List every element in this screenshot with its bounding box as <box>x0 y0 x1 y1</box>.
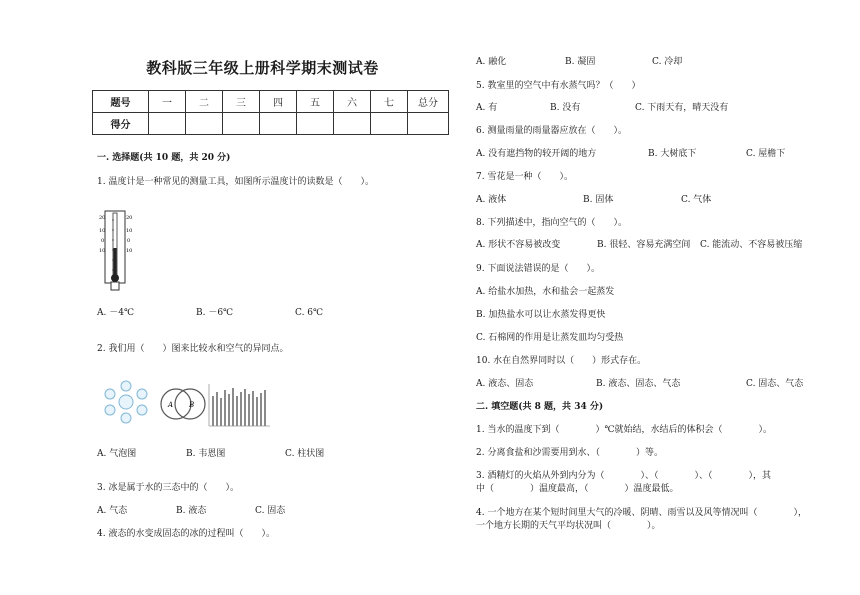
score-input-cell[interactable] <box>149 113 186 135</box>
venn-label-b: B <box>189 401 195 409</box>
q7-option-a[interactable]: A. 液体 <box>476 195 507 205</box>
score-cell: 题号 <box>93 91 149 113</box>
fill-question-4-line2: 一个地方长期的天气平均状况叫（ ）。 <box>476 521 661 531</box>
score-cell: 五 <box>297 91 334 113</box>
section1-heading: 一. 选择题(共 10 题，共 20 分) <box>97 153 231 163</box>
thermo-tick-label: 0 <box>101 238 105 244</box>
bubble-map-figure <box>100 380 152 424</box>
score-cell: 二 <box>186 91 223 113</box>
score-input-cell[interactable] <box>334 113 371 135</box>
q3-option-c[interactable]: C. 固态 <box>255 506 286 516</box>
fill-question-2: 2. 分离食盐和沙需要用到水、（ ）等。 <box>476 448 663 458</box>
question-4: 4. 液态的水变成固态的冰的过程叫（ ）。 <box>97 529 275 539</box>
thermometer-figure <box>98 208 134 300</box>
question-10: 10. 水在自然界同时以（ ）形式存在。 <box>476 356 647 366</box>
q1-option-c[interactable]: C. 6℃ <box>295 308 324 318</box>
q4-option-b[interactable]: B. 凝固 <box>565 57 596 67</box>
q2-option-c[interactable]: C. 柱状图 <box>285 449 325 459</box>
q2-option-b[interactable]: B. 韦恩图 <box>186 449 226 459</box>
score-table-header-row <box>93 91 449 113</box>
q10-option-a[interactable]: A. 液态、固态 <box>476 379 534 389</box>
q4-option-c[interactable]: C. 冷却 <box>652 57 683 67</box>
q4-option-a[interactable]: A. 融化 <box>476 57 507 67</box>
fill-question-1: 1. 当水的温度下到（ ）℃就始结，水结后的体积会（ ）。 <box>476 425 773 435</box>
q8-option-a[interactable]: A. 形状不容易被改变 <box>476 240 561 250</box>
q10-option-c[interactable]: C. 固态、气态 <box>746 379 804 389</box>
score-input-cell[interactable] <box>297 113 334 135</box>
score-cell: 七 <box>371 91 408 113</box>
thermo-tick-label: 20 <box>126 215 133 221</box>
thermo-tick-label: 10 <box>99 228 106 234</box>
venn-diagram-figure <box>158 386 208 422</box>
q6-option-a[interactable]: A. 没有遮挡物的较开阔的地方 <box>476 149 597 159</box>
q5-option-c[interactable]: C. 下雨天有，晴天没有 <box>635 103 729 113</box>
question-7: 7. 雪花是一种（ ）。 <box>476 172 573 182</box>
q1-option-a[interactable]: A. －4℃ <box>97 308 135 318</box>
question-9: 9. 下面说法错误的是（ ）。 <box>476 264 600 274</box>
question-3: 3. 冰是属于水的三态中的（ ）。 <box>97 483 239 493</box>
score-input-cell[interactable] <box>371 113 408 135</box>
fill-question-4-line1: 4. 一个地方在某个短时间里大气的冷暖、阴晴、雨雪以及风等情况叫（ ）， <box>476 508 807 518</box>
q6-option-b[interactable]: B. 大树底下 <box>648 149 697 159</box>
thermo-tick-label: 0 <box>127 238 131 244</box>
score-table <box>92 90 449 135</box>
q9-option-a[interactable]: A. 给盐水加热，水和盐会一起蒸发 <box>476 287 615 297</box>
q7-option-c[interactable]: C. 气体 <box>681 195 712 205</box>
question-5: 5. 教室里的空气中有水蒸气吗？（ ） <box>476 81 641 91</box>
bar-chart-figure <box>206 382 272 428</box>
score-input-cell[interactable] <box>186 113 223 135</box>
question-6: 6. 测量雨量的雨量器应放在（ ）。 <box>476 126 627 136</box>
q5-option-b[interactable]: B. 没有 <box>550 103 581 113</box>
q3-option-a[interactable]: A. 气态 <box>97 506 128 516</box>
q9-option-c[interactable]: C. 石棉网的作用是让蒸发皿均匀受热 <box>476 333 624 343</box>
thermo-tick-label: 10 <box>126 228 133 234</box>
q9-option-b[interactable]: B. 加热盐水可以让水蒸发得更快 <box>476 310 606 320</box>
question-1: 1. 温度计是一种常见的测量工具，如图所示温度计的读数是（ ）。 <box>97 177 374 187</box>
thermo-tick-label: 10 <box>126 248 133 254</box>
q5-option-a[interactable]: A. 有 <box>476 103 498 113</box>
score-cell: 一 <box>149 91 186 113</box>
score-cell: 三 <box>223 91 260 113</box>
q3-option-b[interactable]: B. 液态 <box>176 506 207 516</box>
fill-question-3-line1: 3. 酒精灯的火焰从外到内分为（ ）、（ ）、（ ），其 <box>476 471 771 481</box>
thermo-tick-label: 20 <box>99 215 106 221</box>
score-row-label: 得分 <box>93 113 149 135</box>
section2-heading: 二. 填空题(共 8 题，共 34 分) <box>476 402 604 412</box>
question-8: 8. 下列描述中，指向空气的（ ）。 <box>476 218 627 228</box>
thermo-tick-label: 10 <box>99 248 106 254</box>
score-cell: 四 <box>260 91 297 113</box>
exam-title: 教科版三年级上册科学期末测试卷 <box>146 59 379 77</box>
score-cell: 六 <box>334 91 371 113</box>
venn-label-a: A <box>168 401 174 409</box>
score-input-cell[interactable] <box>223 113 260 135</box>
score-input-cell[interactable] <box>408 113 449 135</box>
question-2: 2. 我们用（ ）图来比较水和空气的异同点。 <box>97 344 289 354</box>
q8-option-b[interactable]: B. 很轻、容易充满空间 <box>597 240 691 250</box>
score-input-cell[interactable] <box>260 113 297 135</box>
q7-option-b[interactable]: B. 固体 <box>583 195 614 205</box>
score-cell: 总分 <box>408 91 449 113</box>
score-table-score-row <box>93 113 449 135</box>
q6-option-c[interactable]: C. 屋檐下 <box>746 149 786 159</box>
fill-question-3-line2: 中（ ）温度最高，（ ）温度最低。 <box>476 484 679 494</box>
q8-option-c[interactable]: C. 能流动、不容易被压缩 <box>700 240 803 250</box>
q10-option-b[interactable]: B. 液态、固态、气态 <box>596 379 681 389</box>
q2-option-a[interactable]: A. 气泡图 <box>97 449 137 459</box>
q1-option-b[interactable]: B. －6℃ <box>196 308 234 318</box>
